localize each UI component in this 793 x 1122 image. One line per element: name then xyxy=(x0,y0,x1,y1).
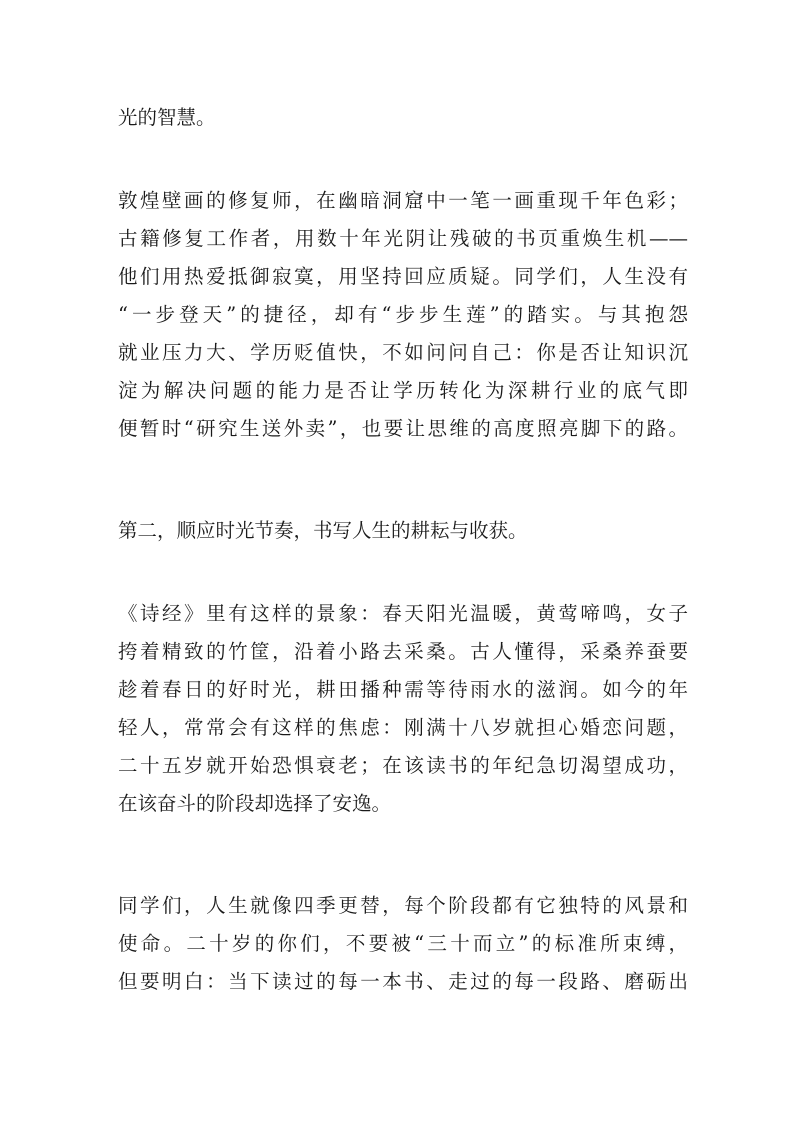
text-line: 同学们，人生就像四季更替，每个阶段都有它独特的风景和 xyxy=(118,894,688,917)
text-line: “一步登天”的捷径，却有“步步生莲”的踏实。与其抱怨 xyxy=(118,303,688,326)
text-line: 淀为解决问题的能力是否让学历转化为深耕行业的底气即 xyxy=(118,379,688,402)
text-line: 但要明白：当下读过的每一本书、走过的每一段路、磨砺出 xyxy=(118,970,688,993)
text-line: 轻人，常常会有这样的焦虑：刚满十八岁就担心婚恋问题， xyxy=(118,716,688,739)
text-line: 便暂时“研究生送外卖”，也要让思维的高度照亮脚下的路。 xyxy=(118,417,688,440)
text-line: 挎着精致的竹筐，沿着小路去采桑。古人懂得，采桑养蚕要 xyxy=(118,640,688,663)
section-heading: 第二，顺应时光节奏，书写人生的耕耘与收获。 xyxy=(118,519,528,542)
text-line: 《诗经》里有这样的景象：春天阳光温暖，黄莺啼鸣，女子 xyxy=(118,602,688,625)
text-line: 趁着春日的好时光，耕田播种需等待雨水的滋润。如今的年 xyxy=(118,678,688,701)
text-line: 二十五岁就开始恐惧衰老；在该读书的年纪急切渴望成功， xyxy=(118,754,688,777)
text-line: 在该奋斗的阶段却选择了安逸。 xyxy=(118,792,392,815)
text-line: 古籍修复工作者，用数十年光阴让残破的书页重焕生机—— xyxy=(118,227,688,250)
text-line: 光的智慧。 xyxy=(118,106,216,129)
text-line: 敦煌壁画的修复师，在幽暗洞窟中一笔一画重现千年色彩； xyxy=(118,189,688,212)
text-line: 就业压力大、学历贬值快，不如问问自己：你是否让知识沉 xyxy=(118,341,688,364)
text-line: 使命。二十岁的你们，不要被“三十而立”的标准所束缚， xyxy=(118,932,688,955)
text-line: 他们用热爱抵御寂寞，用坚持回应质疑。同学们，人生没有 xyxy=(118,265,688,288)
